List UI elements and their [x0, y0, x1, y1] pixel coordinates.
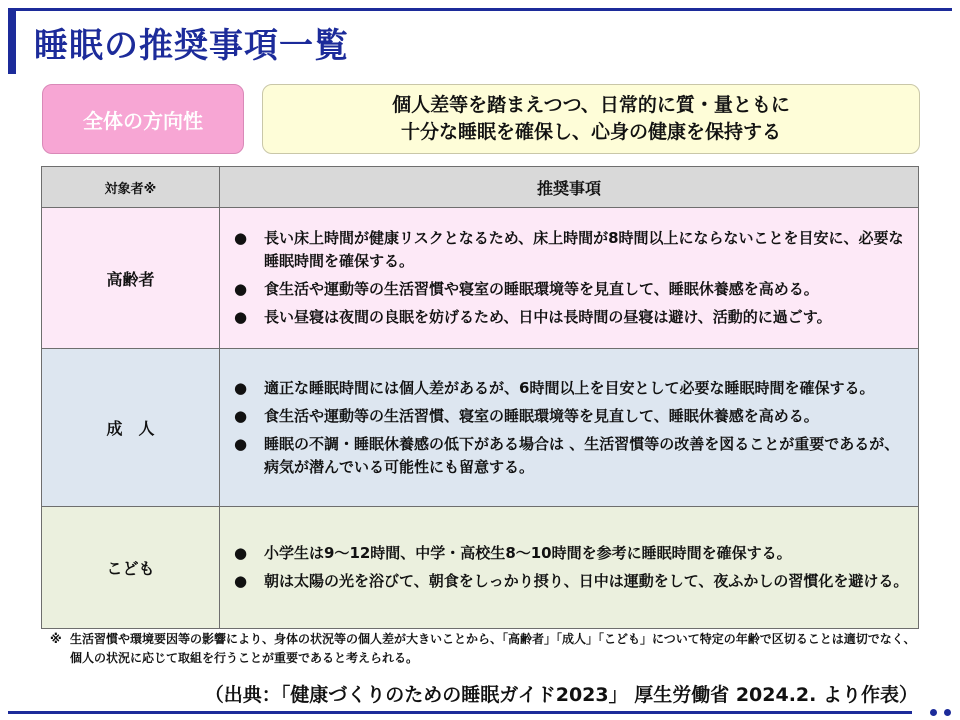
- dot-icon: [930, 709, 937, 716]
- bullet-icon: ●: [234, 280, 248, 298]
- table-row-elderly: [42, 208, 919, 349]
- footnote: [50, 630, 920, 668]
- item-text: 長い昼寝は夜間の良眠を妨げるため、日中は長時間の昼寝は避け、活動的に過ごす。: [264, 308, 832, 326]
- target-cell: 成 人: [42, 349, 220, 507]
- list-item: [234, 377, 910, 400]
- table-header-row: [42, 167, 919, 208]
- dot-icon: [944, 709, 951, 716]
- list-item: [234, 278, 910, 301]
- item-text: 食生活や運動等の生活習慣や寝室の睡眠環境等を見直して、睡眠休養感を高める。: [264, 280, 819, 298]
- bullet-icon: ●: [234, 544, 248, 562]
- direction-label: 全体の方向性: [42, 84, 244, 154]
- source-citation: （出典：「健康づくりのための睡眠ガイド2023」 厚生労働省 2024.2. より作表）: [204, 684, 918, 706]
- list-item: [234, 570, 910, 593]
- bullet-icon: ●: [234, 229, 248, 247]
- recommendation-table: [41, 166, 919, 629]
- target-cell: 高齢者: [42, 208, 220, 349]
- item-text: 適正な睡眠時間には個人差があるが、6時間以上を目安として必要な睡眠時間を確保する。: [264, 378, 875, 397]
- bullet-icon: ●: [234, 572, 248, 590]
- table-row-children: [42, 507, 919, 629]
- footnote-text: 生活習慣や環境要因等の影響により、身体の状況等の個人差が大きいことから、「高齢者」「成人」「こども」について特定の年齢で区切ることは適切でなく、個人の状況に応じて取組を行うことが重要であると考えられる。: [70, 632, 916, 665]
- item-text: 朝は太陽の光を浴びて、朝食をしっかり摂り、日中は運動をして、夜ふかしの習慣化を避ける。: [264, 572, 909, 590]
- table-row-adult: [42, 349, 919, 507]
- header-target: 対象者※: [42, 167, 220, 208]
- list-item: [234, 405, 910, 428]
- bullet-icon: ●: [234, 434, 248, 453]
- direction-line: 十分な睡眠を確保し、心身の健康を保持する: [400, 121, 781, 143]
- item-text: 小学生は9～12時間、中学・高校生8～10時間を参考に睡眠時間を確保する。: [264, 544, 792, 562]
- items-cell: [220, 208, 919, 349]
- bullet-icon: ●: [234, 308, 248, 326]
- items-cell: [220, 507, 919, 629]
- item-text: 食生活や運動等の生活習慣、寝室の睡眠環境等を見直して、睡眠休養感を高める。: [264, 406, 819, 425]
- footnote-mark: ※: [50, 632, 62, 646]
- item-text: 睡眠の不調・睡眠休養感の低下がある場合は 、生活習慣等の改善を図ることが重要であるが、病気が潜んでいる可能性にも留意する。: [264, 434, 900, 476]
- direction-line: 個人差等を踏まえつつ、日常的に質・量ともに: [392, 94, 790, 116]
- list-item: [234, 433, 910, 479]
- bottom-rule: [8, 711, 912, 714]
- list-item: [234, 542, 910, 565]
- list-item: [234, 306, 910, 329]
- header-items: 推奨事項: [220, 167, 919, 208]
- top-rule: [8, 8, 952, 11]
- bullet-icon: ●: [234, 378, 248, 397]
- direction-box: [262, 84, 920, 154]
- list-item: [234, 227, 910, 273]
- bullet-icon: ●: [234, 406, 248, 425]
- target-cell: こども: [42, 507, 220, 629]
- page-title: 睡眠の推奨事項一覧: [34, 26, 349, 66]
- title-accent-bar: [8, 10, 16, 74]
- item-text: 長い床上時間が健康リスクとなるため、床上時間が8時間以上にならないことを目安に、必要な睡眠時間を確保する。: [264, 229, 904, 270]
- items-cell: [220, 349, 919, 507]
